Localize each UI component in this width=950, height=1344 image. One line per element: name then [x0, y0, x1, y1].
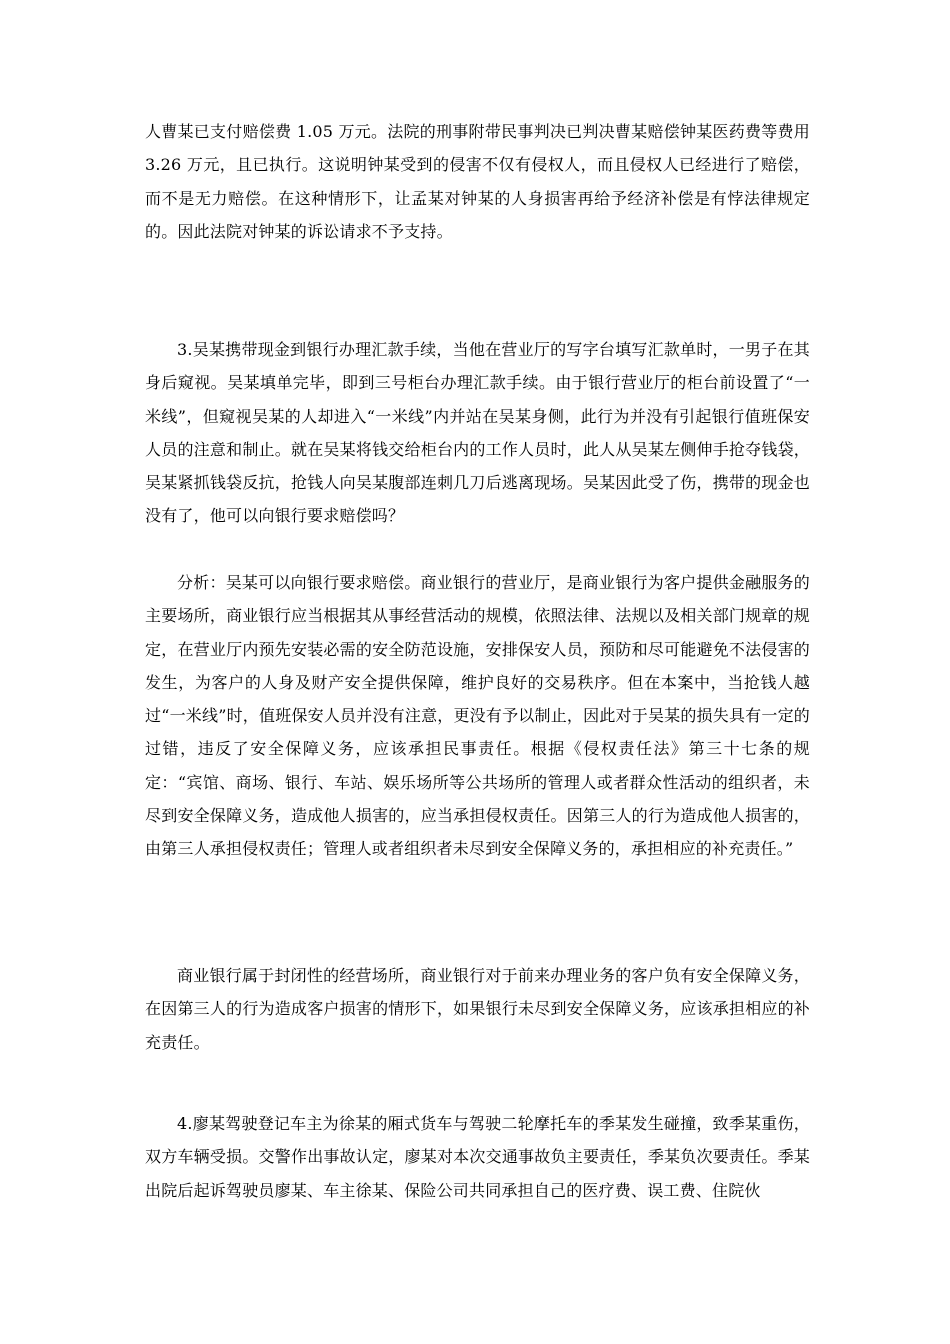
paragraph-continued-judgment: 人曹某已支付赔偿费 1.05 万元。法院的刑事附带民事判决已判决曹某赔偿钟某医药费等费用 3.26 万元，且已执行。这说明钟某受到的侵害不仅有侵权人，而且侵权人已经进行了赔偿，而不是无力赔偿。在这种情形下，让孟某对钟某的人身损害再给予经济补偿是有悖法律规定的。因此法院对钟某的诉讼请求不予支持。 — [145, 122, 810, 241]
paragraph-case-3: 3.吴某携带现金到银行办理汇款手续，当他在营业厅的写字台填写汇款单时，一男子在其身后窥视。吴某填单完毕，即到三号柜台办理汇款手续。由于银行营业厅的柜台前设置了“一米线”，但窥视吴某的人却进入“一米线”内并站在吴某身侧，此行为并没有引起银行值班保安人员的注意和制止。就在吴某将钱交给柜台内的工作人员时，此人从吴某左侧伸手抢夺钱袋，吴某紧抓钱袋反抗，抢钱人向吴某腹部连刺几刀后逃离现场。吴某因此受了伤，携带的现金也没有了，他可以向银行要求赔偿吗？ — [145, 340, 810, 526]
paragraph-case-4: 4.廖某驾驶登记车主为徐某的厢式货车与驾驶二轮摩托车的季某发生碰撞，致季某重伤，双方车辆受损。交警作出事故认定，廖某对本次交通事故负主要责任，季某负次要责任。季某出院后起诉驾驶员廖某、车主徐某、保险公司共同承担自己的医疗费、误工费、住院伙 — [145, 1114, 810, 1200]
paragraph-analysis: 分析：吴某可以向银行要求赔偿。商业银行的营业厅，是商业银行为客户提供金融服务的主要场所，商业银行应当根据其从事经营活动的规模，依照法律、法规以及相关部门规章的规定，在营业厅内预先安装必需的安全防范设施，安排保安人员，预防和尽可能避免不法侵害的发生，为客户的人身及财产安全提供保障，维护良好的交易秩序。但在本案中，当抢钱人越过“一米线”时，值班保安人员并没有注意，更没有予以制止，因此对于吴某的损失具有一定的过错，违反了安全保障义务，应该承担民事责任。根据《侵权责任法》第三十七条的规定：“宾馆、商场、银行、车站、娱乐场所等公共场所的管理人或者群众性活动的组织者，未尽到安全保障义务，造成他人损害的，应当承担侵权责任。因第三人的行为造成他人损害的，由第三人承担侵权责任；管理人或者组织者未尽到安全保障义务的，承担相应的补充责任。” — [145, 573, 810, 859]
paragraph-conclusion: 商业银行属于封闭性的经营场所，商业银行对于前来办理业务的客户负有安全保障义务，在因第三人的行为造成客户损害的情形下，如果银行未尽到安全保障义务，应该承担相应的补充责任。 — [145, 966, 810, 1052]
